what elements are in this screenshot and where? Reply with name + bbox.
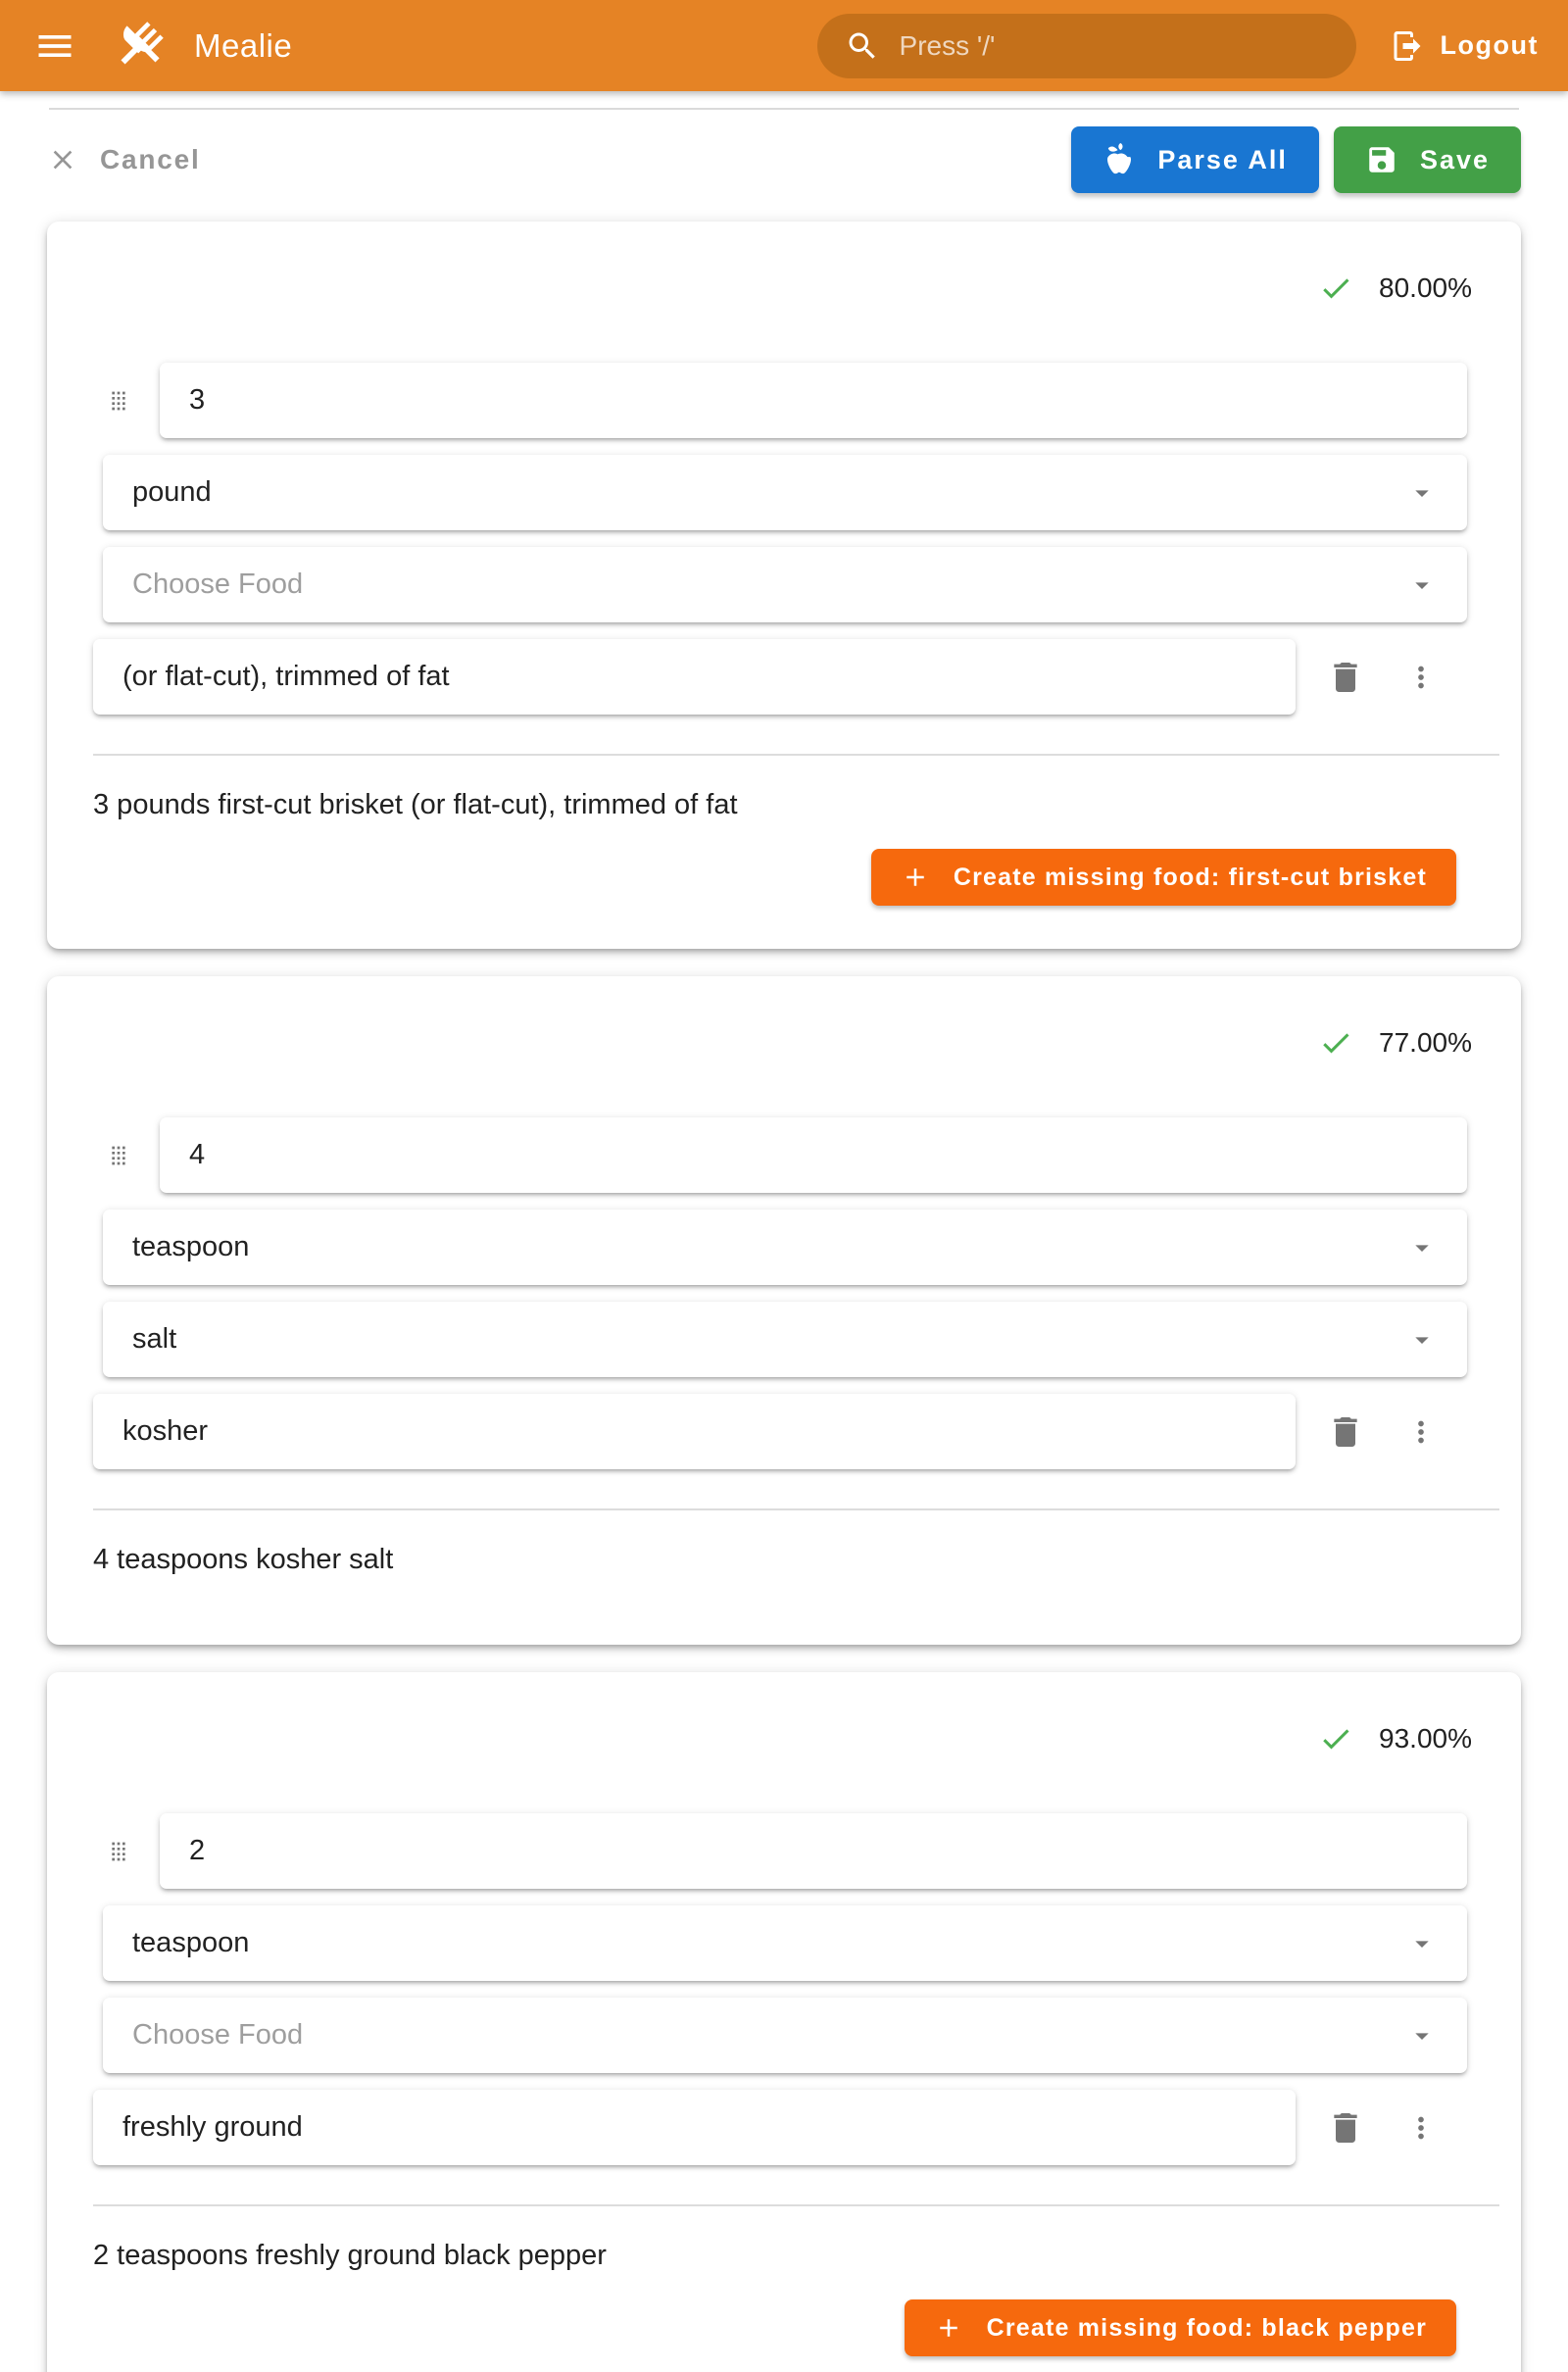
create-missing-food-label: Create missing food: black pepper [986, 2313, 1427, 2342]
note-input[interactable] [93, 1394, 1296, 1469]
parse-all-button[interactable] [1071, 126, 1319, 193]
delete-button[interactable] [1326, 2108, 1365, 2148]
more-options-button[interactable] [1404, 1415, 1438, 1449]
chevron-down-icon [1406, 569, 1438, 601]
confidence-value: 80.00% [1379, 272, 1472, 303]
ingredient-card [47, 222, 1521, 949]
drag-handle-icon[interactable] [103, 385, 134, 417]
food-select[interactable] [103, 1302, 1467, 1377]
chevron-down-icon [1406, 1928, 1438, 1959]
drag-handle-icon[interactable] [103, 1836, 134, 1867]
food-select[interactable] [103, 547, 1467, 622]
unit-value: teaspoon [132, 1231, 250, 1262]
ingredient-card [47, 976, 1521, 1645]
food-select[interactable] [103, 1998, 1467, 2073]
original-ingredient-text: 4 teaspoons kosher salt [93, 1544, 394, 1575]
ingredient-card [47, 1672, 1521, 2372]
trash-icon [1326, 1412, 1365, 1452]
action-buttons [1071, 126, 1521, 193]
logout-label: Logout [1440, 30, 1539, 60]
more-options-button[interactable] [1404, 2111, 1438, 2145]
unit-select[interactable] [103, 455, 1467, 530]
delete-button[interactable] [1326, 658, 1365, 697]
unit-value: teaspoon [132, 1927, 250, 1958]
confidence-row [47, 1672, 1521, 1756]
trash-icon [1326, 2108, 1365, 2148]
food-value: salt [132, 1323, 177, 1355]
check-icon [1318, 1721, 1353, 1756]
card-divider [93, 2204, 1499, 2206]
confidence-row [47, 222, 1521, 306]
original-ingredient-text: 2 teaspoons freshly ground black pepper [93, 2240, 607, 2271]
card-divider [93, 754, 1499, 756]
create-missing-food-button[interactable] [905, 2299, 1456, 2356]
hamburger-icon [33, 25, 76, 68]
cancel-label: Cancel [100, 144, 201, 174]
chevron-down-icon [1406, 1324, 1438, 1356]
quantity-input[interactable] [160, 1813, 1467, 1889]
card-divider [93, 1508, 1499, 1510]
check-icon [1318, 271, 1353, 306]
drag-handle-icon[interactable] [103, 1140, 134, 1171]
unit-select[interactable] [103, 1905, 1467, 1981]
trash-icon [1326, 658, 1365, 697]
note-input[interactable] [93, 2090, 1296, 2165]
logout-icon [1390, 28, 1425, 64]
chevron-down-icon [1406, 477, 1438, 509]
create-missing-food-label: Create missing food: first-cut brisket [953, 863, 1427, 891]
actions-row [47, 125, 1521, 194]
content-divider [49, 108, 1519, 110]
mealie-logo-icon[interactable] [112, 19, 167, 74]
plus-icon [934, 2313, 963, 2343]
close-icon [47, 144, 78, 175]
chevron-down-icon [1406, 1232, 1438, 1263]
app-header [0, 0, 1568, 91]
plus-icon [901, 863, 930, 892]
kebab-menu-icon [1404, 1415, 1438, 1449]
food-placeholder: Choose Food [132, 568, 304, 600]
search-input[interactable] [900, 30, 1329, 62]
search-icon [845, 28, 880, 64]
check-icon [1318, 1025, 1353, 1061]
kebab-menu-icon [1404, 661, 1438, 694]
confidence-value: 93.00% [1379, 1723, 1472, 1754]
save-button[interactable] [1334, 126, 1521, 193]
unit-select[interactable] [103, 1210, 1467, 1285]
note-input[interactable] [93, 639, 1296, 715]
logout-button[interactable] [1390, 28, 1539, 64]
unit-value: pound [132, 476, 212, 508]
app-title: Mealie [194, 26, 293, 64]
save-label: Save [1419, 144, 1490, 174]
original-ingredient-text: 3 pounds first-cut brisket (or flat-cut), trimmed of fat [93, 789, 738, 820]
confidence-value: 77.00% [1379, 1027, 1472, 1058]
save-icon [1365, 143, 1398, 176]
food-placeholder: Choose Food [132, 2019, 304, 2051]
kebab-menu-icon [1404, 2111, 1438, 2145]
quantity-input[interactable] [160, 1117, 1467, 1193]
delete-button[interactable] [1326, 1412, 1365, 1452]
cancel-button[interactable] [47, 144, 201, 175]
create-missing-food-button[interactable] [871, 849, 1456, 906]
parse-all-label: Parse All [1157, 144, 1288, 174]
apple-icon [1102, 143, 1136, 176]
confidence-row [47, 976, 1521, 1061]
more-options-button[interactable] [1404, 661, 1438, 694]
quantity-input[interactable] [160, 363, 1467, 438]
search-box[interactable] [817, 14, 1356, 78]
menu-button[interactable] [25, 17, 84, 75]
chevron-down-icon [1406, 2020, 1438, 2051]
